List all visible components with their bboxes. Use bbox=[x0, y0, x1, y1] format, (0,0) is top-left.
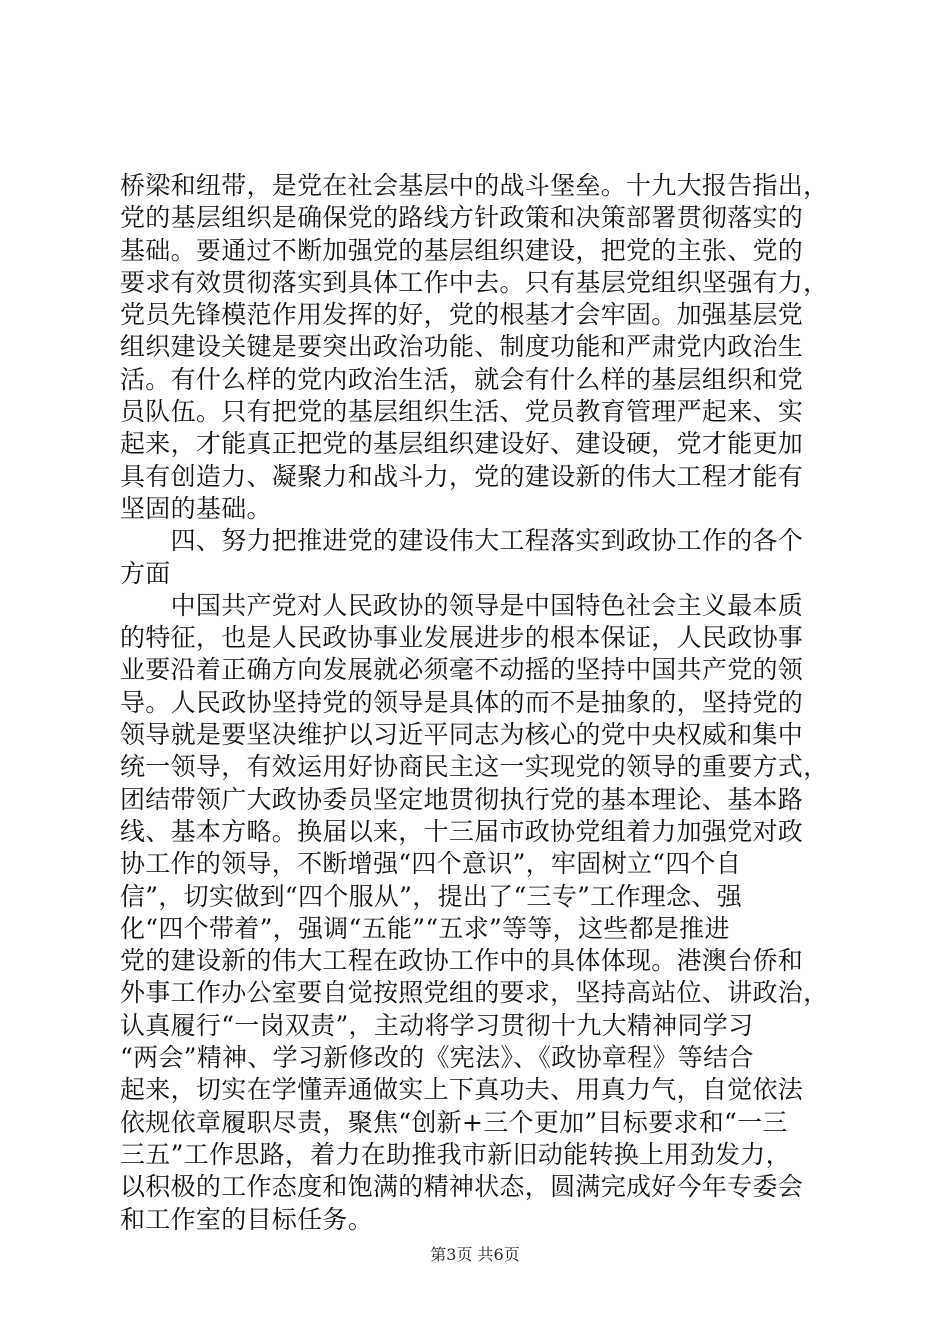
text-line: 线、基本方略。换届以来，十三届市政协党组着力加强党对政 bbox=[120, 816, 804, 846]
document-body bbox=[120, 170, 840, 1236]
text-line: 协工作的领导，不断增强“四个意识”，牢固树立“四个自 bbox=[120, 849, 742, 879]
text-line: 团结带领广大政协委员坚定地贯彻执行党的基本理论、基本路 bbox=[120, 784, 804, 814]
text-line: 基础。要通过不断加强党的基层组织建设，把党的主张、党的 bbox=[120, 235, 804, 265]
section-heading-line: 方面 bbox=[120, 558, 171, 588]
text-line: 具有创造力、凝聚力和战斗力，党的建设新的伟大工程才能有 bbox=[120, 461, 804, 491]
text-line: 业要沿着正确方向发展就必须毫不动摇的坚持中国共产党的领 bbox=[120, 655, 804, 685]
text-line: 组织建设关键是要突出政治功能、制度功能和严肃党内政治生 bbox=[120, 332, 804, 362]
text-line: 外事工作办公室要自觉按照党组的要求，坚持高站位、讲政治， bbox=[120, 978, 829, 1008]
text-line: 桥梁和纽带，是党在社会基层中的战斗堡垒。十九大报告指出， bbox=[120, 171, 829, 200]
text-line: “两会”精神、学习新修改的《宪法》、《政协章程》等结合 bbox=[120, 1043, 754, 1073]
section-heading-line: 四、努力把推进党的建设伟大工程落实到政协工作的各个 bbox=[120, 526, 804, 556]
text-line: 信”，切实做到“四个服从”，提出了“三专”工作理念、强 bbox=[120, 881, 743, 911]
text-line: 领导就是要坚决维护以习近平同志为核心的党中央权威和集中 bbox=[120, 720, 804, 750]
text-line: 三五”工作思路，着力在助推我市新旧动能转换上用劲发力， bbox=[120, 1139, 791, 1169]
text-line: 导。人民政协坚持党的领导是具体的而不是抽象的，坚持党的 bbox=[120, 687, 804, 717]
text-line: 起来，才能真正把党的基层组织建设好、建设硬，党才能更加 bbox=[120, 429, 804, 459]
text-line: 统一领导，有效运用好协商民主这一实现党的领导的重要方式， bbox=[120, 752, 829, 782]
text-line: 以积极的工作态度和饱满的精神状态，圆满完成好今年专委会 bbox=[120, 1172, 804, 1202]
text-line: 认真履行“一岗双责”，主动将学习贯彻十九大精神同学习 bbox=[120, 1010, 754, 1040]
text-line: 党员先锋模范作用发挥的好，党的根基才会牢固。加强基层党 bbox=[120, 300, 804, 330]
text-line: 活。有什么样的党内政治生活，就会有什么样的基层组织和党 bbox=[120, 364, 804, 394]
text-line: 化“四个带着”，强调“五能”“五求”等等，这些都是推进 bbox=[120, 913, 730, 943]
text-line: 要求有效贯彻落实到具体工作中去。只有基层党组织坚强有力， bbox=[120, 267, 829, 297]
text-line: 和工作室的目标任务。 bbox=[120, 1204, 374, 1234]
text-line: 依规依章履职尽责，聚焦“创新+三个更加”目标要求和“一三 bbox=[120, 1107, 788, 1137]
text-line: 中国共产党对人民政协的领导是中国特色社会主义最本质 bbox=[120, 590, 804, 620]
page-number-footer: 第3页 共6页 bbox=[430, 1245, 520, 1264]
text-line: 员队伍。只有把党的基层组织生活、党员教育管理严起来、实 bbox=[120, 397, 804, 427]
text-line: 党的基层组织是确保党的路线方针政策和决策部署贯彻落实的 bbox=[120, 203, 804, 233]
text-line: 坚固的基础。 bbox=[120, 493, 272, 523]
text-line: 的特征，也是人民政协事业发展进步的根本保证，人民政协事 bbox=[120, 623, 804, 653]
text-line: 起来，切实在学懂弄通做实上下真功夫、用真力气，自觉依法 bbox=[120, 1075, 804, 1105]
text-line: 党的建设新的伟大工程在政协工作中的具体体现。港澳台侨和 bbox=[120, 946, 804, 976]
